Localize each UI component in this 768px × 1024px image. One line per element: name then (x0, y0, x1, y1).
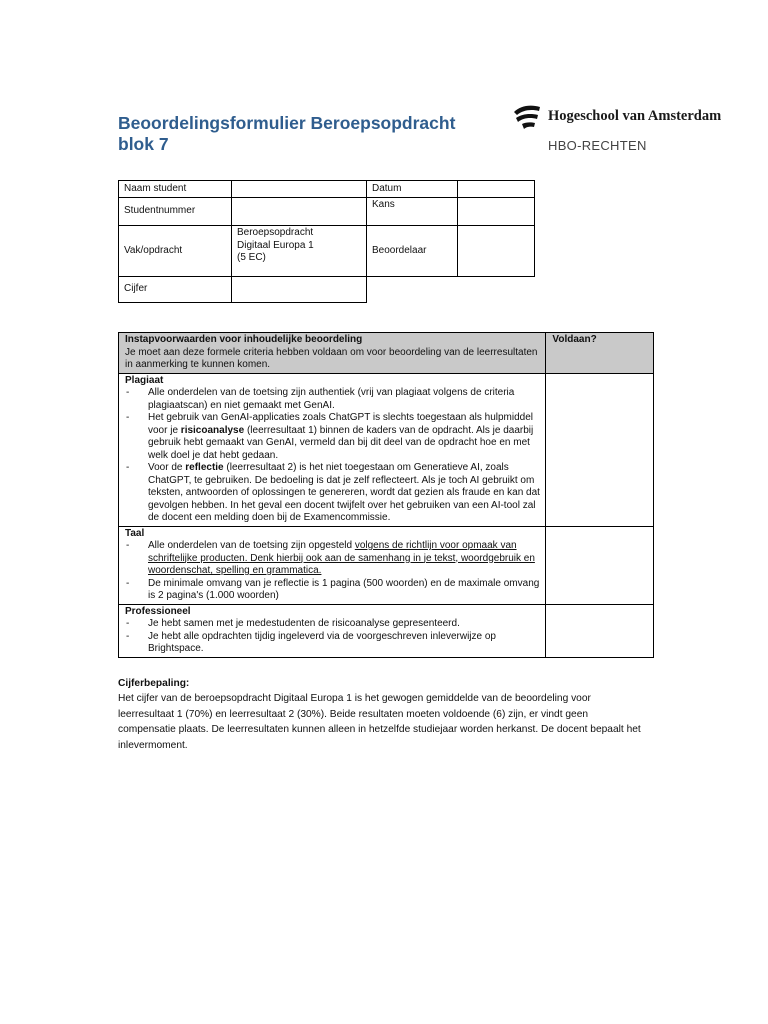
vak-value-line: Digitaal Europa 1 (237, 239, 314, 251)
list-item: - Je hebt samen met je medestudenten de risicoanalyse gepresenteerd. (125, 618, 540, 631)
studentnummer-field[interactable] (232, 198, 367, 226)
plagiaat-voldaan-field[interactable] (546, 373, 654, 526)
cijferbepaling-heading: Cijferbepaling: (118, 678, 190, 689)
criteria-table (118, 332, 654, 658)
label-datum: Datum (367, 181, 458, 198)
richtlijn-link[interactable]: volgens de richtlijn voor opmaak van schriftelijke producten. Denk hierbij ook aan de samenhang in je tekst, woordgebruik en woordenschat, spelling en grammatica. (148, 540, 535, 576)
vak-value-line: Beroepsopdracht (237, 227, 314, 238)
label-beoordelaar: Beoordelaar (367, 226, 458, 277)
table-row (119, 277, 535, 303)
criteria-header-description: Je moet aan deze formele criteria hebben voldaan om voor beoordeling van de leerresultaten in aanmerking te kunnen komen. (125, 346, 538, 370)
criteria-row-taal (119, 526, 654, 604)
professioneel-title: Professioneel (125, 605, 191, 617)
list-item: - Het gebruik van GenAI-applicaties zoals ChatGPT is slechts toegestaan als hulpmiddel voor je risicoanalyse (leerresultaat 1) binnen de kaders van de opdracht. Als je daarbij gebruik hebt gemaakt van GenAI, vermeld dan bij dit deel van de opdracht hoe en met welk doel je dat hebt gedaan. (125, 412, 540, 462)
label-vak-opdracht: Vak/opdracht (119, 226, 232, 277)
cijfer-field[interactable] (232, 277, 367, 303)
taal-voldaan-field[interactable] (546, 526, 654, 604)
hva-logo-icon (512, 102, 544, 134)
list-item: - Alle onderdelen van de toetsing zijn opgesteld volgens de richtlijn voor opmaak van schriftelijke producten. Denk hierbij ook aan de samenhang in je tekst, woordgebruik en woordenschat, spelling en grammatica. (125, 540, 540, 578)
naam-student-field[interactable] (232, 181, 367, 198)
logo-subtitle: HBO-RECHTEN (548, 138, 647, 153)
professioneel-list (125, 618, 540, 656)
list-item: - Alle onderdelen van de toetsing zijn authentiek (vrij van plagiaat volgens de criteria plagiaatscan) en niet gemaakt met GenAI. (125, 387, 540, 412)
label-kans: Kans (367, 198, 458, 226)
cijferbepaling-section (118, 676, 643, 753)
list-item: - Je hebt alle opdrachten tijdig ingeleverd via de voorgeschreven inleverwijze op Brightspace. (125, 631, 540, 656)
document-title (118, 113, 455, 155)
title-line-2: blok 7 (118, 134, 169, 154)
beoordelaar-field[interactable] (458, 226, 535, 277)
criteria-header (119, 333, 546, 374)
criteria-row-plagiaat (119, 373, 654, 526)
datum-field[interactable] (458, 181, 535, 198)
criteria-row-professioneel (119, 604, 654, 657)
list-item: - Voor de reflectie (leerresultaat 2) is het niet toegestaan om Generatieve AI, zoals ChatGPT, te gebruiken. De bedoeling is dat je zelf reflecteert. Als je toch AI gebruikt om teksten, antwoorden of oplossingen te genereren, wordt dat gezien als fraude en kan dat gevolgen hebben. In het geval een docent twijfelt over het gebruiken van een AI-tool zal de docent een melding doen bij de Examencommissie. (125, 462, 540, 525)
list-item: - De minimale omvang van je reflectie is 1 pagina (500 woorden) en de maximale omvang is 2 pagina's (1.000 woorden) (125, 578, 540, 603)
voldaan-header: Voldaan? (546, 333, 654, 374)
taal-title: Taal (125, 527, 145, 539)
professioneel-criteria (119, 604, 546, 657)
label-cijfer: Cijfer (119, 277, 232, 303)
student-info-table (118, 180, 535, 303)
professioneel-voldaan-field[interactable] (546, 604, 654, 657)
kans-field[interactable] (458, 198, 535, 226)
vak-opdracht-value (232, 226, 367, 277)
plagiaat-criteria (119, 373, 546, 526)
taal-criteria (119, 526, 546, 604)
plagiaat-title: Plagiaat (125, 374, 164, 386)
hva-logo (512, 100, 727, 160)
empty-cell (458, 277, 535, 303)
criteria-header-row (119, 333, 654, 374)
taal-list (125, 540, 540, 603)
table-row (119, 181, 535, 198)
label-studentnummer: Studentnummer (119, 198, 232, 226)
criteria-header-title: Instapvoorwaarden voor inhoudelijke beoordeling (125, 334, 363, 345)
title-line-1: Beoordelingsformulier Beroepsopdracht (118, 113, 456, 133)
cijferbepaling-text: Het cijfer van de beroepsopdracht Digitaal Europa 1 is het gewogen gemiddelde van de beoordeling voor leerresultaat 1 (70%) en leerresultaat 2 (30%). Beide resultaten moeten voldoende (6) zijn, er vindt geen compensatie plaats. De leerresultaten kunnen alleen in hetzelfde studiejaar worden herkanst. De docent bepaalt het inlevermoment. (118, 693, 641, 751)
empty-cell (367, 277, 458, 303)
label-naam-student: Naam student (119, 181, 232, 198)
table-row (119, 226, 535, 277)
table-row (119, 198, 535, 226)
vak-value-line: (5 EC) (237, 252, 266, 263)
logo-name: Hogeschool van Amsterdam (548, 108, 722, 124)
plagiaat-list (125, 387, 540, 525)
